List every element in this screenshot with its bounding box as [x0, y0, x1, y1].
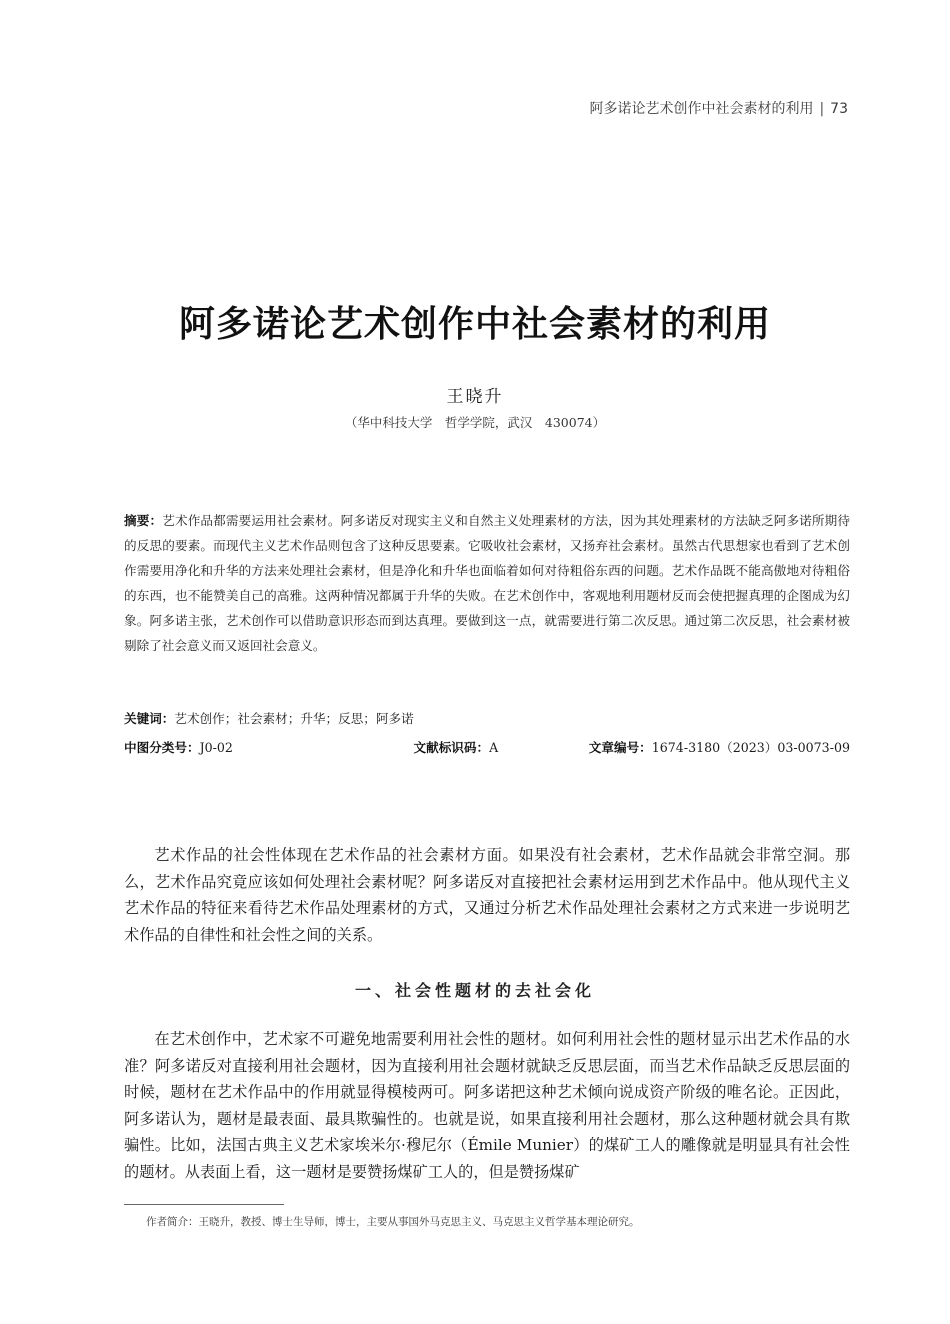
section-paragraph: 在艺术创作中，艺术家不可避免地需要利用社会性的题材。如何利用社会性的题材显示出艺术作品的水准？阿多诺反对直接利用社会题材，因为直接利用社会题材就缺乏反思层面，而当艺术作品缺乏反思层面的时候，题材在艺术作品中的作用就显得模棱两可。阿多诺把这种艺术倾向说成资产阶级的唯名论。正因此，阿多诺认为，题材是最表面、最具欺骗性的。也就是说，如果直接利用社会题材，那么这种题材就会具有欺骗性。比如，法国古典主义艺术家埃米尔·穆尼尔（Émile Munier）的煤矿工人的雕像就是明显具有社会性的题材。从表面上看，这一题材是要赞扬煤矿工人的，但是赞扬煤矿	[124, 1030, 850, 1181]
author-affiliation: （华中科技大学 哲学学院，武汉 430074）	[344, 415, 606, 430]
section-heading: 一、社会性题材的去社会化	[354, 981, 595, 1000]
page-number: 73	[830, 101, 848, 117]
author-name: 王晓升	[446, 387, 504, 407]
clc-number	[124, 737, 233, 759]
keywords	[124, 708, 850, 730]
paper-title: 阿多诺论艺术创作中社会素材的利用	[178, 303, 771, 345]
running-title: 阿多诺论艺术创作中社会素材的利用	[589, 101, 814, 117]
classification-line	[124, 737, 850, 759]
article-number-label: 文章编号：	[588, 740, 652, 755]
clc-label: 中图分类号：	[124, 740, 200, 755]
abstract	[124, 508, 850, 658]
document-code-value: A	[489, 740, 499, 755]
article-number-value: 1674-3180（2023）03-0073-09	[651, 740, 850, 755]
footnote-divider	[124, 1204, 284, 1205]
running-header	[589, 98, 848, 118]
clc-value: J0-02	[199, 740, 233, 755]
keywords-text: 艺术创作；社会素材；升华；反思；阿多诺	[174, 711, 414, 726]
article-number	[589, 737, 850, 759]
abstract-label: 摘要：	[124, 513, 163, 528]
author-footnote: 作者简介：王晓升，教授、博士生导师，博士，主要从事国外马克思主义、马克思主义哲学基本理论研究。	[146, 1216, 640, 1228]
keywords-label: 关键词：	[124, 711, 175, 726]
abstract-text: 艺术作品都需要运用社会素材。阿多诺反对现实主义和自然主义处理素材的方法，因为其处理素材的方法缺乏阿多诺所期待的反思的要素。而现代主义艺术作品则包含了这种反思要素。它吸收社会素材，又扬弃社会素材。虽然古代思想家也看到了艺术创作需要用净化和升华的方法来处理社会素材，但是净化和升华也面临着如何对待粗俗东西的问题。艺术作品既不能高傲地对待粗俗的东西，也不能赞美自己的高雅。这两种情况都属于升华的失败。在艺术创作中，客观地利用题材反而会使把握真理的企图成为幻象。阿多诺主张，艺术创作可以借助意识形态而到达真理。要做到这一点，就需要进行第二次反思。通过第二次反思，社会素材被剔除了社会意义而又返回社会意义。	[124, 513, 851, 653]
document-code-label: 文献标识码：	[413, 740, 490, 755]
document-code	[414, 737, 499, 759]
header-separator: |	[819, 101, 825, 117]
intro-paragraph: 艺术作品的社会性体现在艺术作品的社会素材方面。如果没有社会素材，艺术作品就会非常空洞。那么，艺术作品究竟应该如何处理社会素材呢？阿多诺反对直接把社会素材运用到艺术作品中。他从现代主义艺术作品的特征来看待艺术作品处理素材的方式，又通过分析艺术作品处理社会素材之方式来进一步说明艺术作品的自律性和社会性之间的关系。	[124, 846, 850, 944]
